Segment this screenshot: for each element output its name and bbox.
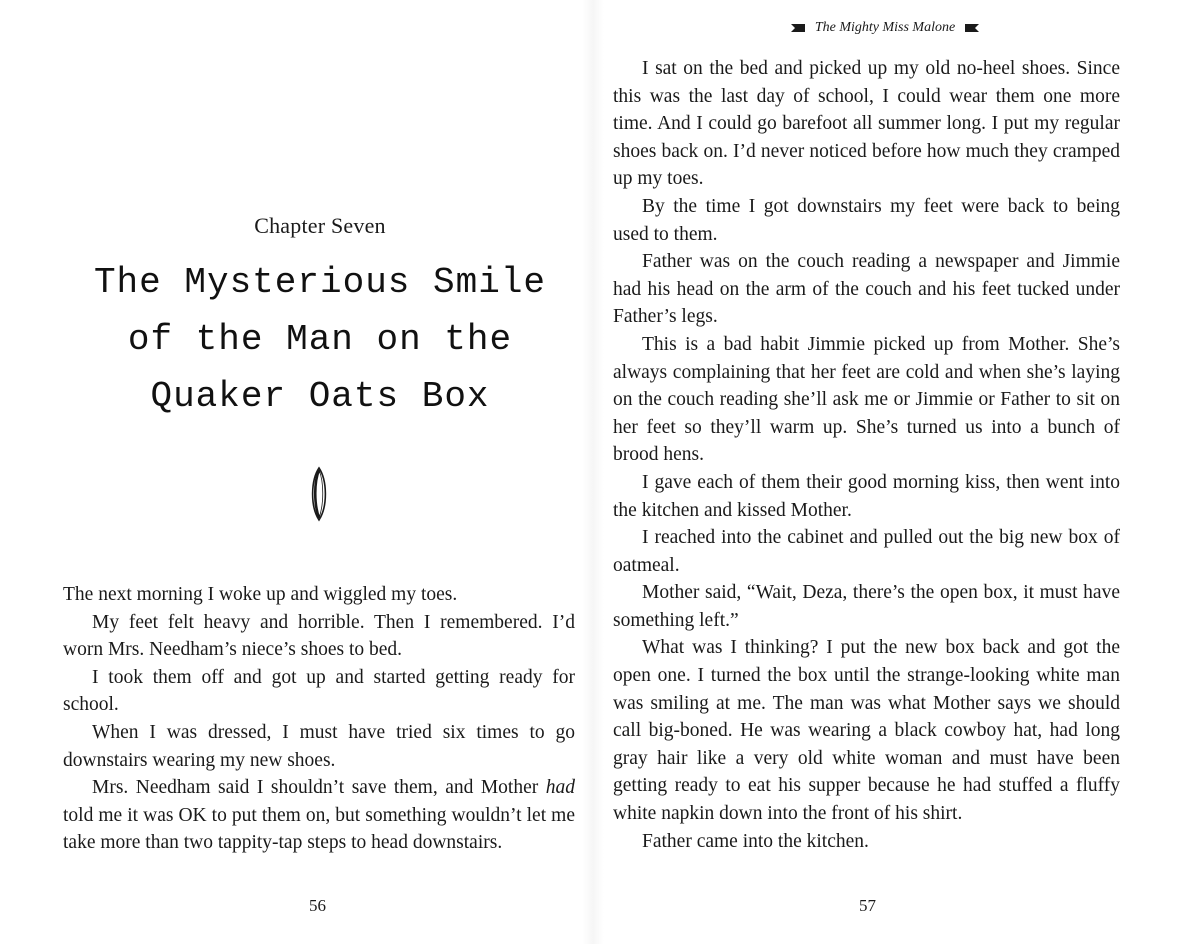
chapter-title-line: of the Man on the xyxy=(127,319,513,360)
right-page xyxy=(600,0,1200,944)
chapter-label: Chapter Seven xyxy=(254,213,386,238)
paragraph: The next morning I woke up and wiggled my toes. xyxy=(63,584,458,605)
paragraph: Father came into the kitchen. xyxy=(642,830,869,852)
paragraph: This is a bad habit Jimmie picked up from Mother. She’s always complaining that her feet are cold and when she’s laying on the couch reading she’ll ask me or Jimmie or Father to sit on her feet so they’ll warm up. She’s turned us into a bunch of brood hens. xyxy=(613,333,1120,466)
paragraph-text: told me it was OK to put them on, but something wouldn’t let me take more than two tappity-tap steps to head downstairs. xyxy=(63,804,575,854)
paragraph: I gave each of them their good morning kiss, then went into the kitchen and kissed Mother. xyxy=(613,471,1120,521)
paragraph xyxy=(63,774,575,857)
paragraph: I reached into the cabinet and pulled out the big new box of oatmeal. xyxy=(613,527,1120,576)
running-head-inner xyxy=(791,18,979,38)
chapter-title xyxy=(0,254,640,425)
paragraph: By the time I got downstairs my feet were back to being used to them. xyxy=(613,195,1120,245)
page-number: 57 xyxy=(859,896,876,915)
paragraph: Father was on the couch reading a newspaper and Jimmie had his head on the arm of the couch and his feet tucked under Father’s legs. xyxy=(613,251,1120,328)
page-number: 56 xyxy=(309,896,326,915)
paragraph: What was I thinking? I put the new box back and got the open one. I turned the box until the strange-looking white man was smiling at me. The man was what Mother says we should call big-boned. He was wearing a black cowboy hat, had long gray hair like a very old white woman and must have been getting ready to eat his supper because he had stuffed a fluffy white napkin down into the front of his shirt. xyxy=(613,637,1120,825)
running-head-title: The Mighty Miss Malone xyxy=(814,20,956,35)
left-page-body xyxy=(63,581,575,857)
flag-right-icon xyxy=(965,23,979,33)
paragraph: Mother said, “Wait, Deza, there’s the open box, it must have something left.” xyxy=(613,582,1120,631)
paragraph: My feet felt heavy and horrible. Then I remembered. I’d worn Mrs. Needham’s niece’s shoes to bed. xyxy=(63,611,575,661)
paragraph: When I was dressed, I must have tried six times to go downstairs wearing my new shoes. xyxy=(63,721,575,771)
emphasis-text: had xyxy=(545,777,575,799)
right-page-body xyxy=(613,55,1120,855)
chapter-title-line: The Mysterious Smile xyxy=(93,262,547,303)
leaf-ornament-icon xyxy=(309,466,329,522)
flag-left-icon xyxy=(791,23,805,33)
paragraph: I took them off and got up and started getting ready for school. xyxy=(63,666,575,716)
running-head xyxy=(600,18,1200,40)
chapter-title-line: Quaker Oats Box xyxy=(150,376,490,417)
paragraph: I sat on the bed and picked up my old no-heel shoes. Since this was the last day of school, I could wear them one more time. And I could go barefoot all summer long. I put my regular shoes back on. I’d never noticed before how much they cramped up my toes. xyxy=(613,58,1120,190)
paragraph-text: Mrs. Needham said I shouldn’t save them, and Mother xyxy=(92,777,546,799)
